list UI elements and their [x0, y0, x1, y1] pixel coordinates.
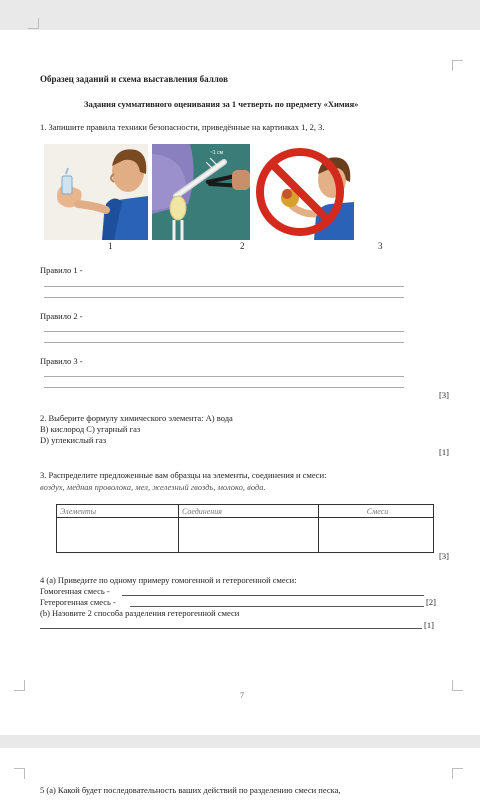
- safety-picture-3: [254, 144, 354, 240]
- picture-label-3: 3: [378, 241, 383, 251]
- document-page: [0, 30, 480, 735]
- score-q1: [3]: [439, 390, 449, 400]
- safety-picture-1: [44, 144, 148, 240]
- question-3-samples: воздух, медная проволока, мел, железный гвоздь, молоко, вода.: [40, 482, 266, 492]
- answer-line[interactable]: [44, 331, 404, 332]
- column-header-compounds: Соединения: [179, 505, 319, 518]
- document-page-next: [0, 748, 480, 808]
- question-3-text: 3. Распределите предложенные вам образцы на элементы, соединения и смеси:: [40, 470, 327, 480]
- homogeneous-label: Гомогенная смесь -: [40, 586, 110, 596]
- score-q4b: [1]: [424, 620, 434, 630]
- answer-line[interactable]: [40, 628, 422, 629]
- document-subtitle: Задания суммативного оценивания за 1 четверть по предмету «Химия»: [84, 99, 359, 109]
- question-2-option-d: D) углекислый газ: [40, 435, 107, 445]
- table-cell-elements[interactable]: [57, 518, 179, 553]
- table-cell-compounds[interactable]: [179, 518, 319, 553]
- picture-label-1: 1: [108, 241, 113, 251]
- column-header-elements: Элементы: [57, 505, 179, 518]
- answer-line[interactable]: [44, 376, 404, 377]
- score-q3: [3]: [439, 551, 449, 561]
- question-4a-text: 4 (a) Приведите по одному примеру гомогенной и гетерогенной смеси:: [40, 575, 297, 585]
- question-4b-text: (b) Назовите 2 способа разделения гетерогенной смеси: [40, 608, 240, 618]
- document-heading: Образец заданий и схема выставления баллов: [40, 74, 228, 84]
- picture-label-2: 2: [240, 241, 245, 251]
- rule-3-label: Правило 3 -: [40, 356, 83, 366]
- answer-line[interactable]: [130, 606, 424, 607]
- classification-table: [56, 504, 434, 553]
- crop-mark-top-right: [452, 768, 463, 779]
- crop-mark-bottom-left: [14, 680, 25, 691]
- answer-line[interactable]: [44, 342, 404, 343]
- crop-mark-top-right: [452, 60, 463, 71]
- crop-mark-top-left: [14, 768, 25, 779]
- page-number: 7: [240, 691, 244, 700]
- heterogeneous-label: Гетерогенная смесь -: [40, 597, 116, 607]
- question-1-text: 1. Запишите правила техники безопасности, приведённые на картинках 1, 2, 3.: [40, 122, 325, 132]
- answer-line[interactable]: [44, 387, 404, 388]
- crop-mark-top-left: [28, 18, 39, 29]
- answer-line[interactable]: [44, 286, 404, 287]
- score-q4a: [2]: [426, 597, 436, 607]
- safety-picture-2: [152, 144, 250, 240]
- question-5-text: 5 (a) Какой будет последовательность ваших действий по разделению смеси песка,: [40, 785, 341, 795]
- column-header-mixtures: Смеси: [319, 505, 434, 518]
- rule-2-label: Правило 2 -: [40, 311, 83, 321]
- crop-mark-bottom-right: [452, 680, 463, 691]
- score-q2: [1]: [439, 447, 449, 457]
- answer-line[interactable]: [44, 297, 404, 298]
- rule-1-label: Правило 1 -: [40, 265, 83, 275]
- svg-text:~1 см: ~1 см: [210, 150, 224, 156]
- table-cell-mixtures[interactable]: [319, 518, 434, 553]
- answer-line[interactable]: [122, 595, 424, 596]
- question-2-text: 2. Выберите формулу химического элемента: А) вода: [40, 413, 233, 423]
- question-2-options-b-c: В) кислород С) угарный газ: [40, 424, 141, 434]
